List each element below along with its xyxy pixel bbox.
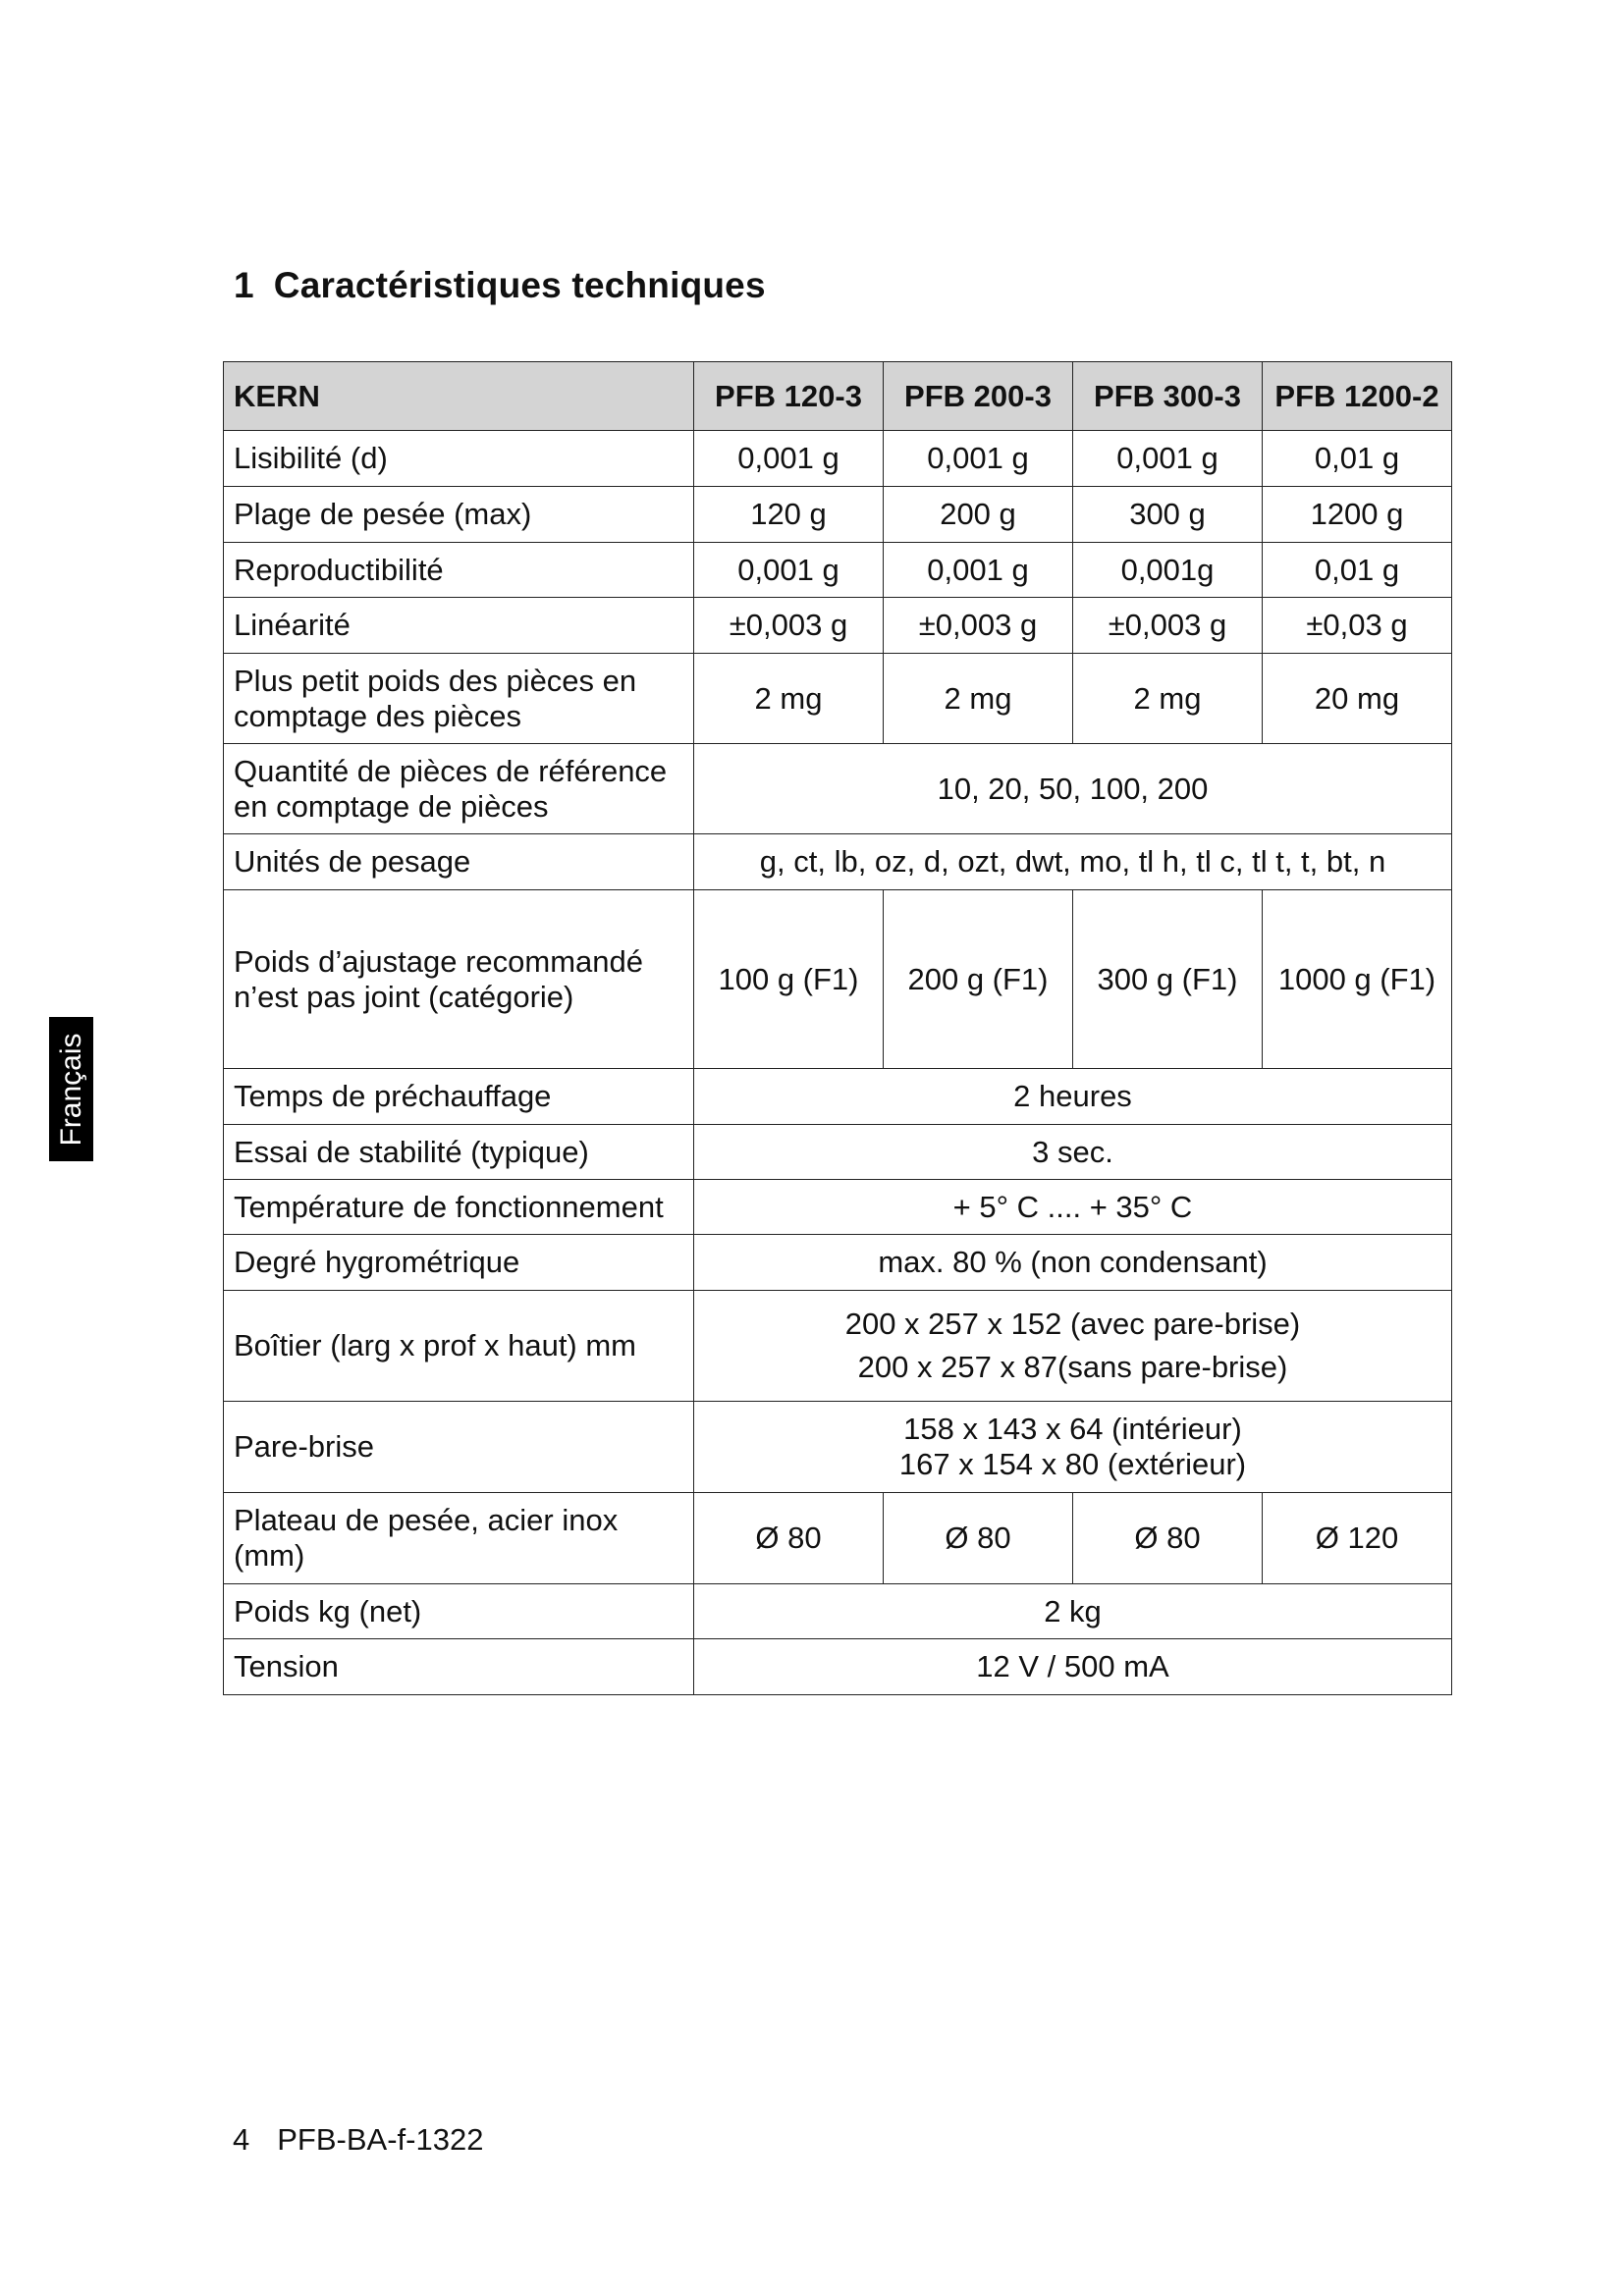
- section-title: Caractéristiques techniques: [273, 265, 766, 305]
- header-model: PFB 300-3: [1073, 362, 1263, 431]
- cell-value: 2 mg: [884, 654, 1073, 744]
- table-row: [224, 1291, 1452, 1402]
- table-row: [224, 1402, 1452, 1493]
- cell-value: Ø 80: [1073, 1493, 1263, 1584]
- language-tab-label: Français: [54, 1032, 87, 1147]
- row-label: Linéarité: [224, 598, 694, 654]
- cell-value: 12 V / 500 mA: [694, 1639, 1452, 1695]
- header-model: PFB 200-3: [884, 362, 1073, 431]
- row-label: Poids d’ajustage recommandé n’est pas joint (catégorie): [224, 890, 694, 1069]
- cell-value: g, ct, lb, oz, d, ozt, dwt, mo, tl h, tl c, tl t, t, bt, n: [694, 834, 1452, 890]
- row-label: Unités de pesage: [224, 834, 694, 890]
- cell-value: ±0,003 g: [884, 598, 1073, 654]
- section-heading: [234, 265, 766, 306]
- language-tab: [49, 1017, 93, 1161]
- cell-value: 200 g: [884, 487, 1073, 543]
- table-row: [224, 1639, 1452, 1695]
- cell-value: 2 mg: [694, 654, 884, 744]
- cell-value: ±0,003 g: [1073, 598, 1263, 654]
- header-model: PFB 1200-2: [1263, 362, 1452, 431]
- cell-value: 120 g: [694, 487, 884, 543]
- cell-value: [694, 1402, 1452, 1493]
- table-row: [224, 1125, 1452, 1180]
- table-row: [224, 487, 1452, 543]
- cell-value: 0,01 g: [1263, 543, 1452, 598]
- row-label: Plateau de pesée, acier inox (mm): [224, 1493, 694, 1584]
- table-row: [224, 1069, 1452, 1125]
- cell-line: 167 x 154 x 80 (extérieur): [898, 1447, 1247, 1481]
- cell-value: 2 heures: [694, 1069, 1452, 1125]
- table-row: [224, 1180, 1452, 1235]
- table-row: [224, 1235, 1452, 1291]
- row-label: Quantité de pièces de référence en comptage de pièces: [224, 744, 694, 834]
- cell-value: 0,001 g: [694, 431, 884, 487]
- row-label: Essai de stabilité (typique): [224, 1125, 694, 1180]
- cell-value: Ø 120: [1263, 1493, 1452, 1584]
- cell-value: 1000 g (F1): [1263, 890, 1452, 1069]
- table-row: [224, 1493, 1452, 1584]
- cell-value: 1200 g: [1263, 487, 1452, 543]
- row-label: Reproductibilité: [224, 543, 694, 598]
- row-label: Poids kg (net): [224, 1584, 694, 1639]
- cell-value: 3 sec.: [694, 1125, 1452, 1180]
- table-row: [224, 834, 1452, 890]
- row-label: Lisibilité (d): [224, 431, 694, 487]
- cell-value: ±0,03 g: [1263, 598, 1452, 654]
- cell-value: 0,001 g: [694, 543, 884, 598]
- row-label: Tension: [224, 1639, 694, 1695]
- cell-value: 0,001g: [1073, 543, 1263, 598]
- cell-value: Ø 80: [884, 1493, 1073, 1584]
- cell-value: max. 80 % (non condensant): [694, 1235, 1452, 1291]
- cell-value: 100 g (F1): [694, 890, 884, 1069]
- cell-value: 300 g (F1): [1073, 890, 1263, 1069]
- cell-value: 2 mg: [1073, 654, 1263, 744]
- table-header-row: [224, 362, 1452, 431]
- table-row: [224, 1584, 1452, 1639]
- header-model: PFB 120-3: [694, 362, 884, 431]
- row-label: Degré hygrométrique: [224, 1235, 694, 1291]
- table-row: [224, 431, 1452, 487]
- cell-value: 0,01 g: [1263, 431, 1452, 487]
- cell-line: 200 x 257 x 87(sans pare-brise): [857, 1350, 1288, 1384]
- row-label: Plus petit poids des pièces en comptage des pièces: [224, 654, 694, 744]
- row-label: Température de fonctionnement: [224, 1180, 694, 1235]
- row-label: Plage de pesée (max): [224, 487, 694, 543]
- section-number: 1: [234, 265, 254, 305]
- row-label: Boîtier (larg x prof x haut) mm: [224, 1291, 694, 1402]
- cell-value: 2 kg: [694, 1584, 1452, 1639]
- cell-value: 0,001 g: [884, 431, 1073, 487]
- row-label: Temps de préchauffage: [224, 1069, 694, 1125]
- cell-line: 158 x 143 x 64 (intérieur): [903, 1412, 1242, 1446]
- cell-value: 200 g (F1): [884, 890, 1073, 1069]
- table-row: [224, 598, 1452, 654]
- row-label: Pare-brise: [224, 1402, 694, 1493]
- cell-value: 300 g: [1073, 487, 1263, 543]
- table-row: [224, 890, 1452, 1069]
- cell-value: 0,001 g: [1073, 431, 1263, 487]
- cell-value: + 5° C .... + 35° C: [694, 1180, 1452, 1235]
- table-row: [224, 543, 1452, 598]
- cell-value: 20 mg: [1263, 654, 1452, 744]
- table-row: [224, 744, 1452, 834]
- cell-value: ±0,003 g: [694, 598, 884, 654]
- cell-value: 10, 20, 50, 100, 200: [694, 744, 1452, 834]
- document-id: PFB-BA-f-1322: [277, 2122, 484, 2157]
- specifications-table: [223, 361, 1452, 1695]
- cell-value: 0,001 g: [884, 543, 1073, 598]
- cell-line: 200 x 257 x 152 (avec pare-brise): [844, 1307, 1301, 1341]
- table-row: [224, 654, 1452, 744]
- cell-value: [694, 1291, 1452, 1402]
- page-footer: [233, 2122, 483, 2158]
- cell-value: Ø 80: [694, 1493, 884, 1584]
- page-number: 4: [233, 2122, 250, 2157]
- header-brand: KERN: [224, 362, 694, 431]
